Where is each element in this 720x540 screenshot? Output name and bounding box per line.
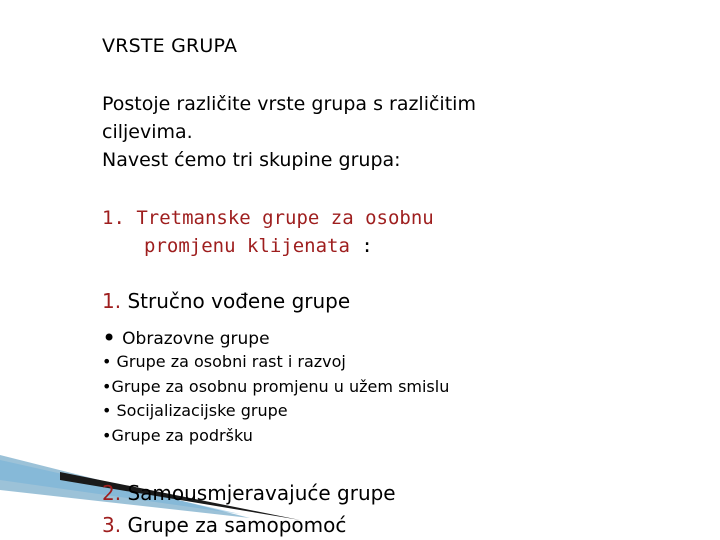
list-item-3 [102, 513, 346, 537]
intro-line: Postoje različite vrste grupa s različitim [102, 93, 476, 115]
intro-line: ciljevima. [102, 121, 193, 143]
item-number: 1. [102, 289, 122, 313]
heading-line-1: 1. Tretmanske grupe za osobnu [102, 207, 434, 229]
item-text: Grupe za samopomoć [121, 513, 347, 537]
intro-line: Navest ćemo tri skupine grupa: [102, 149, 401, 171]
list-item: •Grupe za osobnu promjenu u užem smislu [102, 376, 450, 396]
intro-text [102, 90, 476, 174]
slide-title: VRSTE GRUPA [102, 35, 238, 57]
list-item-1 [102, 289, 350, 313]
list-item-2 [102, 481, 396, 505]
item-text: Stručno vođene grupe [121, 289, 351, 313]
item-text: Samousmjeravajuće grupe [121, 481, 396, 505]
list-item: • Socijalizacijske grupe [102, 401, 288, 420]
list-item: • Grupe za osobni rast i razvoj [102, 352, 346, 371]
bullet-icon: • [102, 324, 117, 352]
item-number: 3. [102, 513, 122, 537]
heading-colon: : [349, 235, 373, 257]
heading-line-2-text: promjenu klijenata [144, 235, 350, 257]
list-item: •Grupe za podršku [102, 425, 253, 445]
section-heading [102, 204, 434, 260]
subheading [102, 324, 270, 352]
bullet-list [102, 350, 449, 448]
subheading-text: Obrazovne grupe [122, 329, 270, 349]
heading-line-2 [102, 232, 434, 260]
item-number: 2. [102, 481, 122, 505]
